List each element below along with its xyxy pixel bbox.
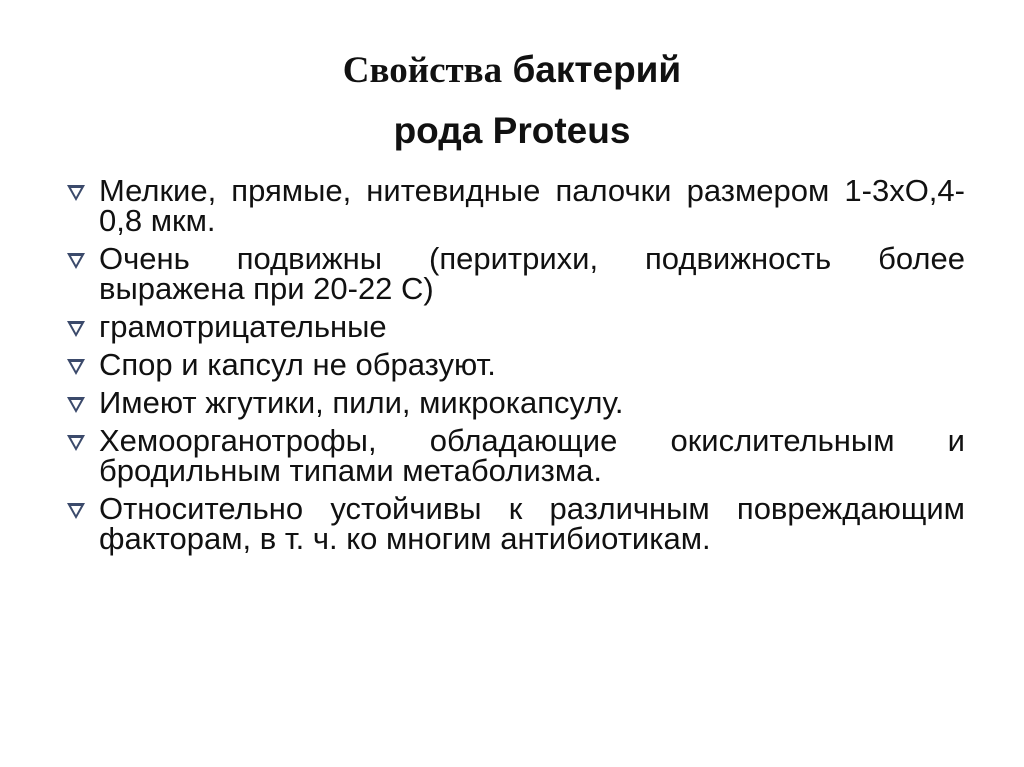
bullet-text: Относительно устойчивы к различным повреждающим факторам, в т. ч. ко многим антибиотикам.	[99, 491, 965, 556]
bullet-item	[65, 491, 965, 556]
bullet-list	[65, 173, 965, 562]
title-word-1: Свойства	[342, 50, 503, 91]
bullet-item	[65, 347, 965, 382]
triangle-down-bullet-icon	[65, 183, 87, 203]
title-word-2: бактерий	[512, 49, 682, 90]
triangle-down-bullet-icon	[65, 319, 87, 339]
title-line-2: рода Proteus	[393, 110, 631, 151]
triangle-down-bullet-icon	[65, 395, 87, 415]
bullet-text: Мелкие, прямые, нитевидные палочки размером 1-3хО,4-0,8 мкм.	[99, 173, 965, 238]
triangle-down-bullet-icon	[65, 251, 87, 271]
bullet-text: Имеют жгутики, пили, микрокапсулу.	[99, 385, 624, 420]
title-line-1	[0, 40, 1024, 101]
bullet-item	[65, 173, 965, 238]
bullet-text: Очень подвижны (перитрихи, подвижность более выражена при 20-22 С)	[99, 241, 965, 306]
bullet-text: Спор и капсул не образуют.	[99, 347, 496, 382]
bullet-item	[65, 309, 965, 344]
triangle-down-bullet-icon	[65, 357, 87, 377]
bullet-text: Хемоорганотрофы, обладающие окислительным и бродильным типами метаболизма.	[99, 423, 965, 488]
bullet-item	[65, 385, 965, 420]
bullet-text: грамотрицательные	[99, 309, 387, 344]
triangle-down-bullet-icon	[65, 433, 87, 453]
slide-title	[0, 40, 1024, 161]
triangle-down-bullet-icon	[65, 501, 87, 521]
bullet-item	[65, 423, 965, 488]
bullet-item	[65, 241, 965, 306]
